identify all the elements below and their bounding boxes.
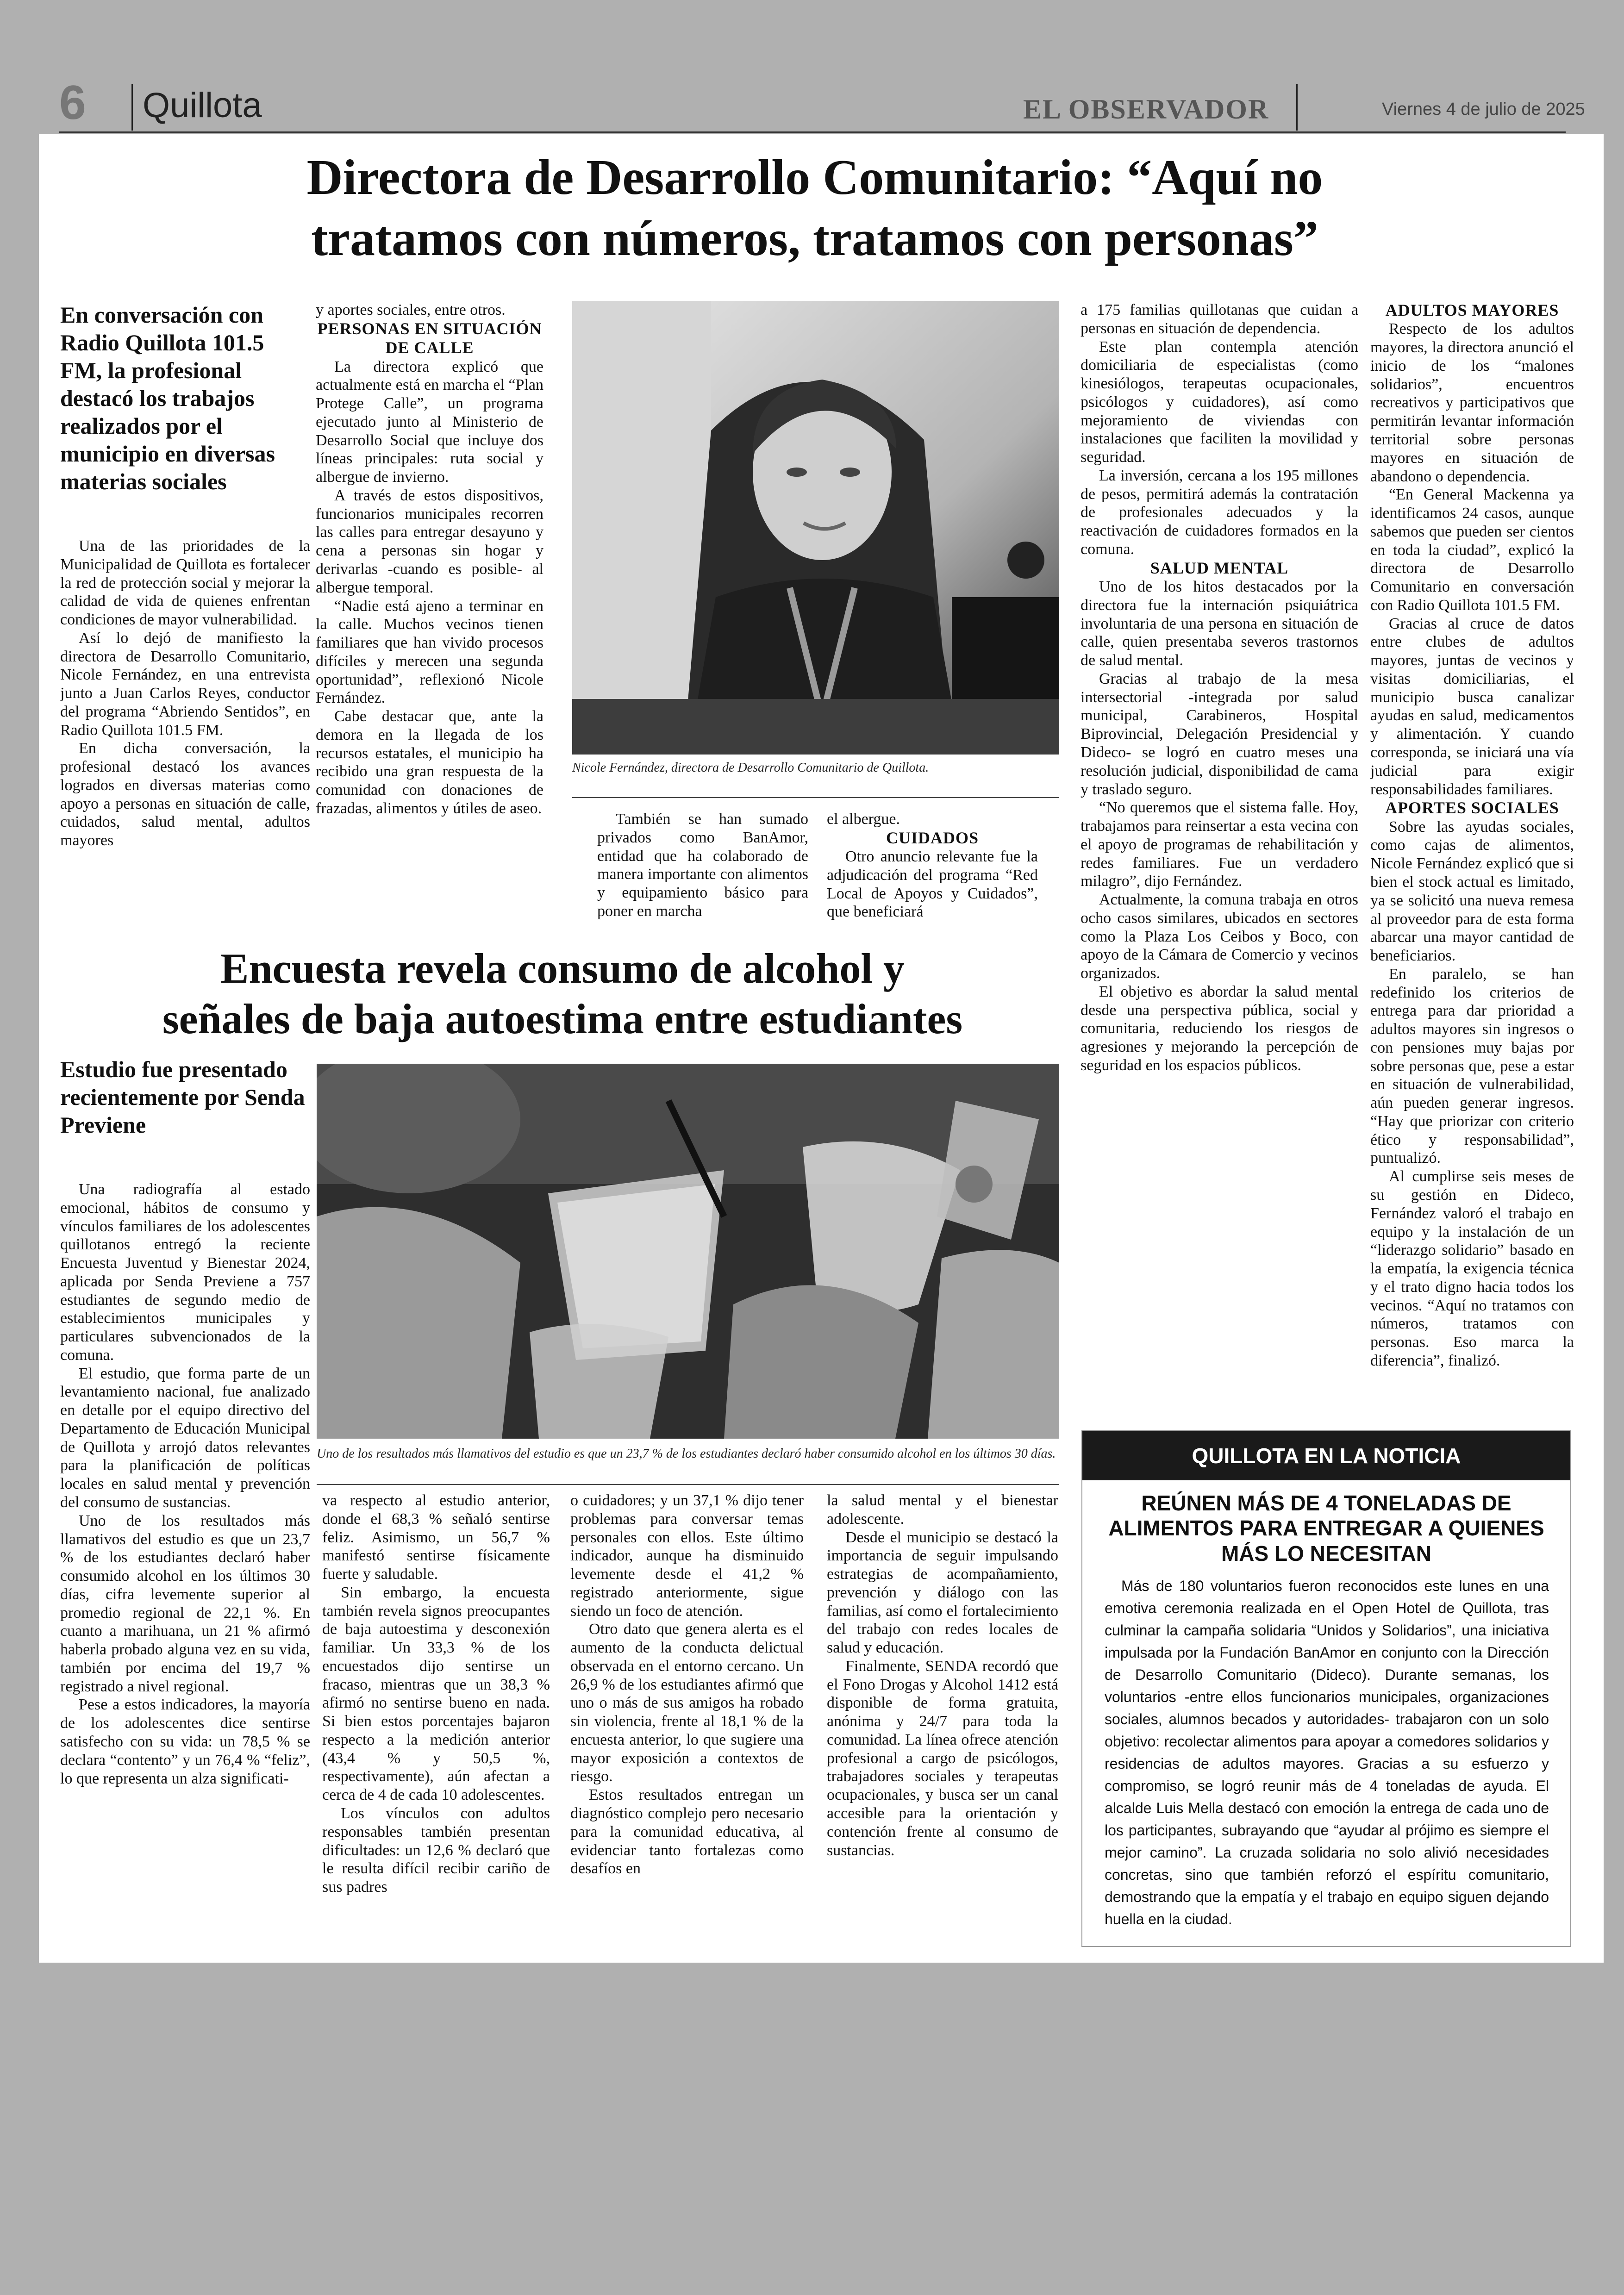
paragraph: a 175 familias quillotanas que cuidan a personas en situación de dependencia.	[1081, 301, 1358, 337]
paragraph: Gracias al trabajo de la mesa intersectorial -integrada por salud municipal, Carabineros, Hospital Biprovincial, Delegación Presidencial y Dideco- se logró en cuatro meses una resolución judicial, disponibilidad de cama y traslado seguro.	[1081, 670, 1358, 798]
paragraph: la salud mental y el bienestar adolescente.	[827, 1492, 1058, 1528]
paragraph: y aportes sociales, entre otros.	[316, 301, 506, 318]
paragraph: Cabe destacar que, ante la demora en la llegada de los recursos estatales, el municipio ha recibido una gran respuesta de la comunidad con donaciones de frazadas, alimentos y útiles de aseo.	[316, 708, 543, 817]
paragraph: “En General Mackenna ya identificamos 24 casos, aunque sabemos que pueden ser cientos en toda la ciudad”, explicó la directora de Desarrollo Comunitario en conversación con Radio Quillota 101.5 FM.	[1370, 486, 1574, 614]
paragraph: Este plan contempla atención domiciliaria de especialistas (como kinesiólogos, terapeutas ocupacionales, psicólogos y cuidadores), así como mejoramiento de viviendas con instalaciones que faciliten la movilidad y seguridad.	[1081, 338, 1358, 466]
paragraph: Los vínculos con adultos responsables también presentan dificultades: un 12,6 % declaró que le resulta difícil recibir cariño de sus padres	[322, 1805, 550, 1896]
paragraph: En dicha conversación, la profesional destacó los avances logrados en diversas materias como apoyo a personas en situación de calle, cuidados, salud mental, adultos mayores	[60, 740, 310, 849]
paragraph: “No queremos que el sistema falle. Hoy, trabajamos para reinsertar a esta vecina con el apoyo de programas de rehabilitación y redes familiares. Fue un verdadero milagro”, dijo Fernández.	[1081, 799, 1358, 890]
paragraph: va respecto al estudio anterior, donde el 68,3 % señaló sentirse feliz. Asimismo, un 56,7 % manifestó sentirse físicamente fuerte y saludable.	[322, 1492, 550, 1583]
paragraph: Una de las prioridades de la Municipalidad de Quillota es fortalecer la red de protección social y mejorar la calidad de vida de quienes enfrentan condiciones de mayor vulnerabilidad.	[60, 537, 310, 629]
article-column	[60, 537, 310, 940]
headline-line: Encuesta revela consumo de alcohol y	[220, 945, 905, 992]
article-column	[827, 1491, 1058, 1940]
caption-rule	[317, 1484, 1059, 1485]
paragraph: Sin embargo, la encuesta también revela signos preocupantes de baja autoestima y desconexión familiar. Un 33,3 % de los encuestados dijo sentirse un fracaso, mientras que un 38,3 % afirmó no sentirse bueno en nada. Si bien estos porcentajes bajaron respecto a la medición anterior (43,4 % y 50,5 %, respectivamente), aún afectan a cerca de 4 de cada 10 adolescentes.	[322, 1584, 550, 1804]
paragraph: La inversión, cercana a los 195 millones de pesos, permitirá además la contratación de profesionales adecuados y la reactivación de cuidadores formados en la comuna.	[1081, 467, 1358, 558]
toast-photo	[317, 1064, 1059, 1439]
news-box	[1081, 1430, 1571, 1947]
article-column	[1081, 301, 1358, 1407]
header-divider	[1296, 84, 1298, 131]
article-column	[597, 810, 808, 944]
paragraph: Una radiografía al estado emocional, hábitos de consumo y vínculos familiares de los adolescentes quillotanos entregó la reciente Encuesta Juventud y Bienestar 2024, aplicada por Senda Previene a 757 estudiantes de segundo medio de establecimientos municipales y particulares subvencionados de la comuna.	[60, 1181, 310, 1364]
paragraph: Uno de los hitos destacados por la directora fue la internación psiquiátrica involuntaria de una persona en situación de calle, quien presentaba severos trastornos de salud mental.	[1081, 578, 1358, 669]
article-headline	[65, 943, 1060, 1044]
paragraph: “Nadie está ajeno a terminar en la calle. Muchos vecinos tienen familiares que han vivido procesos difíciles y merecen una segunda oportunidad”, reflexionó Nicole Fernández.	[316, 597, 543, 707]
article-lead: Estudio fue presentado recientemente por Senda Previene	[60, 1056, 305, 1138]
paragraph: A través de estos dispositivos, funcionarios municipales recorren las calles para entregar desayuno y cena a personas sin hogar y derivarlas -cuando es posible- al albergue temporal.	[316, 486, 543, 596]
paragraph: Pese a estos indicadores, la mayoría de los adolescentes dice sentirse satisfecho con su vida: un 78,5 % se declara “contento” y un 76,4 % “feliz”, lo que representa un alza significati-	[60, 1696, 310, 1787]
article-column	[827, 810, 1038, 944]
article-column	[316, 301, 543, 940]
section-name: Quillota	[143, 86, 262, 125]
page-number: 6	[59, 76, 86, 130]
headline-line: Directora de Desarrollo Comunitario: “Aquí no	[306, 150, 1323, 205]
subheading: SALUD MENTAL	[1150, 558, 1289, 577]
paragraph: Respecto de los adultos mayores, la directora anunció el inicio de los “malones solidarios”, encuentros recreativos y participativos que permitirán levantar información territorial sobre personas mayores en situación de abandono o dependencia.	[1370, 320, 1574, 485]
paragraph: Finalmente, SENDA recordó que el Fono Drogas y Alcohol 1412 está disponible de forma gratuita, anónima y 24/7 para toda la comunidad. La línea ofrece atención profesional a cargo de psicólogos, trabajadores sociales y terapeutas ocupacionales, y busca ser un canal accesible para la orientación y contención frente al consumo de sustancias.	[827, 1657, 1058, 1859]
paragraph: Actualmente, la comuna trabaja en otros ocho casos similares, ubicados en sectores como la Plaza Los Ceibos y Boco, con apoyo de la Cámara de Comercio y vecinos organizados.	[1081, 891, 1358, 982]
paragraph: Al cumplirse seis meses de su gestión en Dideco, Fernández valoró el trabajo en equipo y la instalación de un “liderazgo solidario” basado en la empatía, la exigencia técnica y el trato digno hacia todos los vecinos. “Aquí no tratamos con números, tratamos con personas. Eso marca la diferencia”, finalizó.	[1370, 1168, 1574, 1369]
article-column	[60, 1180, 310, 1940]
paragraph: Sobre las ayudas sociales, como cajas de alimentos, Nicole Fernández explicó que si bien el stock actual es limitado, ya se solicitó una nueva remesa al proveedor para de esta forma abarcar una mayor cantidad de beneficiarios.	[1370, 818, 1574, 965]
paragraph: El objetivo es abordar la salud mental desde una perspectiva pública, social y comunitaria, reduciendo los riesgos de agresiones y mejorando la percepción de seguridad en los espacios públicos.	[1081, 983, 1358, 1074]
news-box-header: QUILLOTA EN LA NOTICIA	[1082, 1431, 1570, 1480]
article-headline	[139, 147, 1491, 269]
subheading: PERSONAS EN SITUACIÓN DE CALLE	[317, 319, 542, 357]
portrait-illustration	[572, 301, 1059, 755]
paragraph: El estudio, que forma parte de un levantamiento nacional, fue analizado en detalle por el equipo directivo del Departamento de Educación Municipal de Quillota y arrojó datos relevantes para la planificación de políticas locales en salud mental y prevención del consumo de sustancias.	[60, 1365, 310, 1511]
paragraph: Otro dato que genera alerta es el aumento de la conducta delictual observada en el entorno cercano. Un 26,9 % de los estudiantes afirmó que uno o más de sus amigos ha robado sin violencia, frente al 18,1 % de la encuesta anterior, lo que sugiere una mayor exposición a contextos de riesgo.	[570, 1621, 804, 1785]
paragraph: También se han sumado privados como BanAmor, entidad que ha colaborado de manera importante con alimentos y equipamiento básico para poner en marcha	[597, 811, 808, 920]
subheading: CUIDADOS	[886, 828, 979, 847]
paragraph: Gracias al cruce de datos entre clubes de adultos mayores, juntas de vecinos y visitas domiciliarias, el municipio busca canalizar ayudas en salud, medicamentos y alimentación. Y cuando corresponda, se iniciará una vía judicial para exigir responsabilidades familiares.	[1370, 615, 1574, 798]
article-column	[570, 1491, 804, 1940]
article-column	[322, 1491, 550, 1940]
news-box-text: Más de 180 voluntarios fueron reconocidos este lunes en una emotiva ceremonia realizada en el Open Hotel de Quillota, tras culminar la campaña solidaria “Unidos y Solidarios”, una iniciativa impulsada por la Fundación BanAmor en conjunto con la Dirección de Desarrollo Comunitario (Dideco). Durante semanas, los voluntarios -entre ellos funcionarios municipales, organizaciones sociales, alumnos becados y autoridades- trabajaron con un solo objetivo: recolectar alimentos para apoyar a comedores solidarios y residencias de adultos mayores. Gracias a su esfuerzo y compromiso, se logró reunir más de 4 toneladas de ayuda. El alcalde Luis Mella destacó con emoción la entrega de cada uno de los participantes, subrayando que “ayudar al prójimo es siempre el mejor camino”. La cruzada solidaria no solo alivió necesidades concretas, sino que también reforzó el espíritu comunitario, demostrando que la empatía y el trabajo en equipo siguen dejando huella en la ciudad.	[1105, 1578, 1549, 1927]
paragraph: Uno de los resultados más llamativos del estudio es que un 23,7 % de los estudiantes declaró haber consumido alcohol en los últimos 30 días, cifra levemente superior al promedio regional de 22,1 %. En cuanto a marihuana, un 21 % afirmó haberla probado alguna vez en su vida, también por encima del 19,7 % registrado a nivel regional.	[60, 1512, 310, 1695]
caption-rule	[572, 797, 1059, 798]
article-column	[1370, 301, 1574, 1407]
photo-caption: Uno de los resultados más llamativos del estudio es que un 23,7 % de los estudiantes declaró haber consumido alcohol en los últimos 30 días.	[317, 1447, 1056, 1461]
paragraph: Otro anuncio relevante fue la adjudicación del programa “Red Local de Apoyos y Cuidados”, que beneficiará	[827, 848, 1038, 921]
paragraph: el albergue.	[827, 811, 900, 828]
header-rule	[59, 131, 1566, 133]
photo-caption: Nicole Fernández, directora de Desarrollo Comunitario de Quillota.	[572, 761, 929, 775]
paragraph: En paralelo, se han redefinido los criterios de entrega para dar prioridad a adultos mayores sin ingresos o con pensiones muy bajas por sobre personas que, pese a estar en situación de vulnerabilidad, aún pueden generar ingresos. “Hay que priorizar con criterio ético y responsabilidad”, puntualizó.	[1370, 965, 1574, 1167]
paragraph: La directora explicó que actualmente está en marcha el “Plan Protege Calle”, un programa ejecutado junto al Ministerio de Desarrollo Social que incluye dos líneas principales: ruta social y albergue de invierno.	[316, 358, 543, 486]
toast-illustration	[317, 1064, 1059, 1439]
subheading: ADULTOS MAYORES	[1385, 301, 1559, 319]
news-box-title: REÚNEN MÁS DE 4 TONELADAS DE ALIMENTOS PARA ENTREGAR A QUIENES MÁS LO NECESITAN	[1108, 1491, 1544, 1565]
headline-line: señales de baja autoestima entre estudiantes	[162, 995, 963, 1042]
portrait-photo	[572, 301, 1059, 755]
paragraph: o cuidadores; y un 37,1 % dijo tener problemas para conversar temas personales con ellos. Este último indicador, aunque ha disminuido levemente desde el 41,2 % registrado anteriormente, sigue siendo un foco de atención.	[570, 1492, 804, 1620]
paragraph: Estos resultados entregan un diagnóstico complejo pero necesario para la comunidad educativa, al evidenciar tanto fortalezas como desafíos en	[570, 1786, 804, 1877]
paragraph: Desde el municipio se destacó la importancia de seguir impulsando estrategias de acompañamiento, prevención y diálogo con las familias, así como el fortalecimiento del trabajo con redes locales de salud y educación.	[827, 1528, 1058, 1657]
header-divider	[131, 84, 133, 131]
article-lead: En conversación con Radio Quillota 101.5 FM, la profesional destacó los trabajos realizados por el municipio en diversas materias sociales	[60, 302, 275, 494]
subheading: APORTES SOCIALES	[1385, 798, 1559, 817]
newspaper-logo: EL OBSERVADOR	[1023, 94, 1269, 125]
paragraph: Así lo dejó de manifiesto la directora de Desarrollo Comunitario, Nicole Fernández, en una entrevista junto a Juan Carlos Reyes, conductor del programa “Abriendo Sentidos”, en Radio Quillota 101.5 FM.	[60, 629, 310, 739]
issue-date: Viernes 4 de julio de 2025	[1382, 100, 1585, 119]
headline-line: tratamos con números, tratamos con personas”	[311, 211, 1318, 266]
